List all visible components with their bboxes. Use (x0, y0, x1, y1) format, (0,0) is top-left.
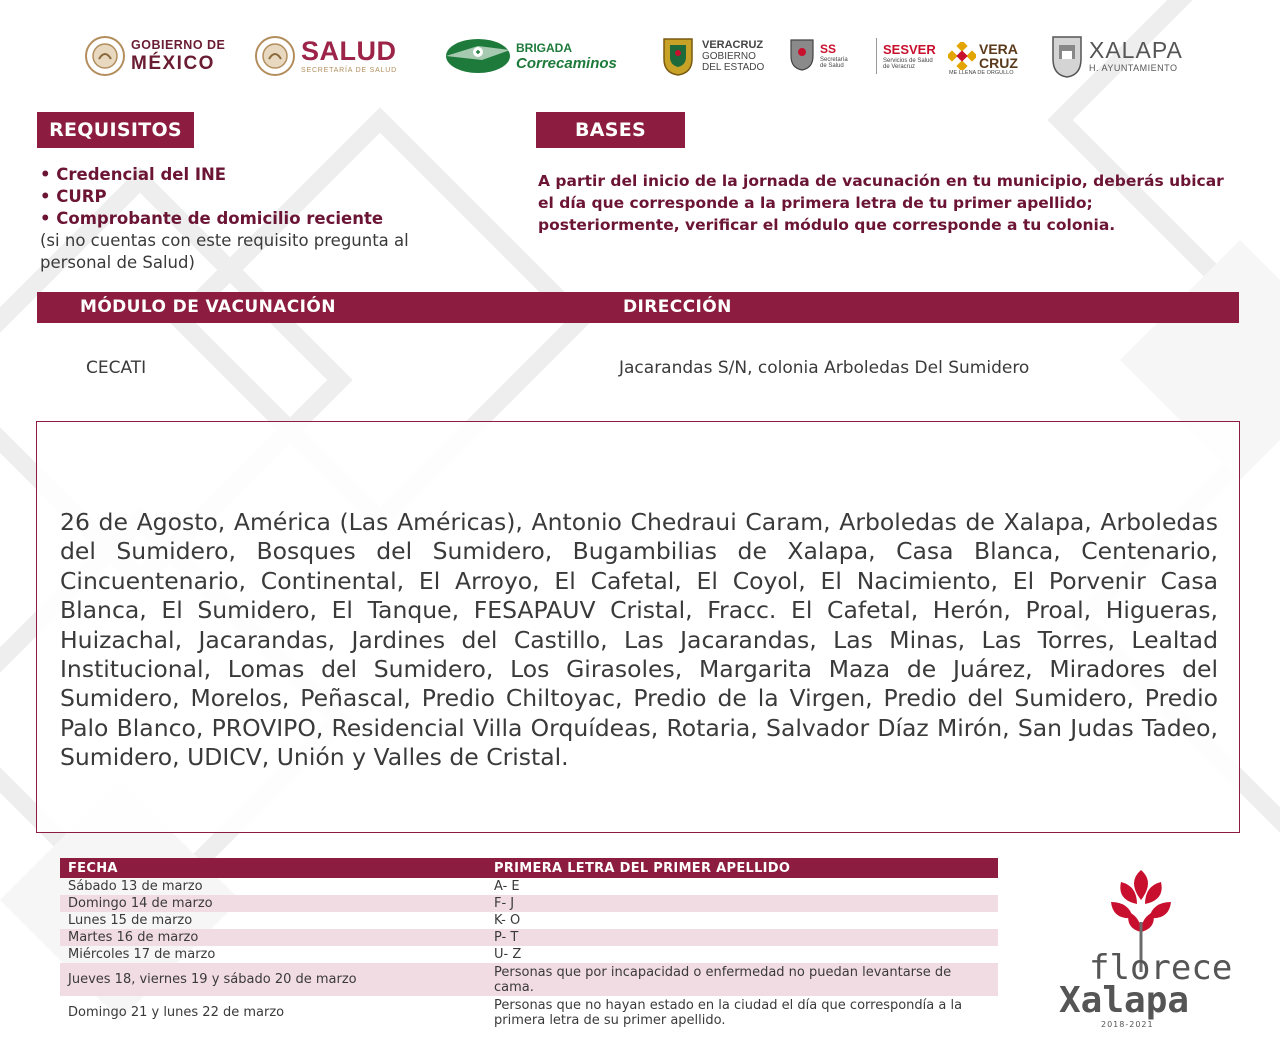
modulo-name: CECATI (86, 358, 147, 378)
requisito-item: • Comprobante de domicilio reciente (40, 209, 384, 228)
schedule-header-fecha: FECHA (60, 858, 486, 878)
logo-florece-xalapa (1055, 862, 1235, 1032)
schedule-row (60, 878, 998, 895)
logo-salud-line1: SALUD (301, 36, 397, 66)
logo-sesver (788, 32, 936, 80)
schedule-fecha: Domingo 21 y lunes 22 de marzo (68, 1005, 285, 1020)
schedule-letra: Personas que por incapacidad o enfermedad no puedan levantarse de cama. (486, 963, 998, 996)
logo-brigada-line1: BRIGADA (516, 40, 572, 55)
logo-veracruz-gobierno (660, 32, 764, 80)
schedule-header-row (60, 858, 998, 878)
schedule-row (60, 929, 998, 946)
schedule-fecha: Domingo 14 de marzo (60, 895, 486, 912)
logo-brigada-line2: Correcaminos (516, 54, 617, 72)
schedule-fecha: Miércoles 17 de marzo (68, 947, 216, 962)
schedule-row (60, 996, 998, 1029)
national-seal-icon (254, 35, 296, 77)
schedule-letra: K- O (494, 913, 521, 928)
logo-ss-sub1: Secretaría (820, 57, 848, 63)
schedule-letra: F- J (486, 895, 998, 912)
logo-salud-line2: SECRETARÍA DE SALUD (301, 67, 397, 74)
logo-cruz: CRUZ (979, 55, 1018, 71)
logo-gobierno-de-mexico (84, 32, 225, 80)
logo-xalapa-line1: XALAPA (1089, 37, 1183, 63)
requisitos-list (40, 164, 460, 274)
schedule-letra: Personas que no hayan estado en la ciudad el día que correspondía a la primera letra de su primer apellido. (494, 997, 963, 1028)
logo-gobierno-line2: MÉXICO (131, 52, 215, 74)
logo-sesver-sub2: de Veracruz (883, 63, 916, 70)
schedule-letra: P- T (486, 929, 998, 946)
requisito-item: • Credencial del INE (40, 165, 227, 184)
logo-salud (254, 32, 397, 80)
schedule-table (60, 858, 998, 1029)
logo-xalapa-line2: H. AYUNTAMIENTO (1089, 63, 1178, 73)
schedule-row (60, 895, 998, 912)
logo-xalapa-ayuntamiento (1050, 32, 1183, 80)
colonias-box (36, 421, 1240, 833)
logo-ss-sub2: de Salud (820, 63, 844, 69)
logo-sesver-sub1: Servicios de Salud (883, 57, 933, 64)
bases-text: A partir del inicio de la jornada de vacunación en tu municipio, deberás ubicar el día que corresponde a la primera letra de tu primer apellido; posteriormente, verificar el módulo que corresponde a tu colonia. (538, 172, 1224, 234)
logo-orgullo: ME LLENA DE ORGULLO (949, 70, 1014, 76)
schedule-row (60, 946, 998, 963)
roadrunner-icon (438, 34, 512, 78)
schedule-header-letra: PRIMERA LETRA DEL PRIMER APELLIDO (486, 858, 998, 878)
modulo-header-label: MÓDULO DE VACUNACIÓN (80, 297, 336, 317)
modulo-address: Jacarandas S/N, colonia Arboledas Del Sumidero (619, 358, 1030, 378)
logo-brigada-correcaminos (438, 32, 617, 80)
schedule-fecha: Lunes 15 de marzo (68, 913, 193, 928)
veracruz-emblem-icon (948, 42, 976, 70)
florece-line1: florece (1089, 948, 1233, 988)
bases-title (536, 112, 685, 148)
national-seal-icon (84, 35, 126, 77)
florece-line2: Xalapa (1059, 980, 1190, 1021)
logo-veracruz-line2: GOBIERNO (702, 50, 756, 62)
modulo-header-bar (37, 292, 1239, 323)
veracruz-shield-icon (660, 35, 696, 77)
schedule-row (60, 912, 998, 929)
logo-ss: SS (820, 42, 837, 56)
veracruz-shield-icon (788, 36, 816, 76)
bases-title-text: BASES (574, 119, 647, 141)
schedule-letra: A- E (494, 879, 520, 894)
requisito-item: • CURP (40, 187, 107, 206)
schedule-fecha: Sábado 13 de marzo (68, 879, 203, 894)
requisitos-title-text: REQUISITOS (49, 119, 182, 141)
schedule-row (60, 963, 998, 996)
logo-veracruz-orgullo (948, 32, 1018, 80)
logo-veracruz-line3: DEL ESTADO (702, 61, 765, 73)
requisitos-title (37, 112, 194, 148)
logo-gobierno-line1: GOBIERNO DE (131, 38, 226, 53)
xalapa-shield-icon (1050, 33, 1084, 79)
schedule-fecha: Jueves 18, viernes 19 y sábado 20 de marzo (60, 963, 486, 996)
logo-veracruz-line1: VERACRUZ (702, 38, 764, 51)
colonias-list: 26 de Agosto, América (Las Américas), Antonio Chedraui Caram, Arboledas de Xalapa, Arboledas del Sumidero, Bosques del Sumidero, Bugambilias de Xalapa, Casa Blanca, Centenario, Cincuentenario, Continental, El Arroyo, El Cafetal, El Coyol, El Nacimiento, El Porvenir Casa Blanca, El Sumidero, El Tanque, FESAPAUV Cristal, Fracc. El Cafetal, Herón, Proal, Higueras, Huizachal, Jacarandas, Jardines del Castillo, Las Jacarandas, Las Minas, Las Torres, Lealtad Institucional, Lomas del Sumidero, Los Girasoles, Margarita Maza de Juárez, Miradores del Sumidero, Morelos, Peñascal, Predio Chiltoyac, Predio de la Virgen, Predio del Sumidero, Predio Palo Blanco, PROVIPO, Residencial Villa Orquídeas, Rotaria, Salvador Díaz Mirón, San Judas Tadeo, Sumidero, UDICV, Unión y Valles de Cristal. (60, 508, 1218, 772)
requisito-note: (si no cuentas con este requisito pregunta al personal de Salud) (40, 231, 409, 272)
logo-sesver-name: SESVER (883, 41, 936, 57)
schedule-fecha: Martes 16 de marzo (60, 929, 486, 946)
schedule-letra: U- Z (494, 947, 522, 962)
florece-years: 2018-2021 (1101, 1020, 1154, 1029)
direccion-header-label: DIRECCIÓN (623, 297, 732, 317)
logo-vera: VERA (979, 41, 1018, 57)
